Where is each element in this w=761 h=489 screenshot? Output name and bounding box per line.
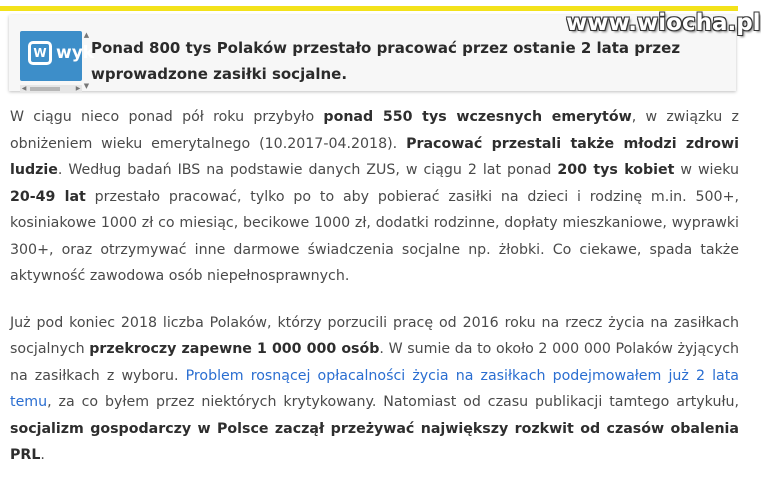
- text: W ciągu nieco ponad pół roku przybyło: [10, 109, 324, 125]
- bold-text: przekroczy zapewne 1 000 000 osób: [89, 341, 380, 357]
- bold-text: Pracować przestali także młodzi zdrowi ludzie: [10, 135, 740, 178]
- text: . Według badań IBS na podstawie danych ZUS, w ciągu 2 lat ponad: [57, 162, 558, 178]
- thumbnail-text: wyk: [56, 43, 95, 63]
- scroll-left-icon[interactable]: ◀: [21, 85, 27, 92]
- text: , w związku z obniżeniem wieku emerytalnego (10.2017-04.2018).: [10, 109, 739, 152]
- headline-line-2: wprowadzone zasiłki socjalne.: [91, 65, 348, 83]
- watermark: www.wiocha.pl: [566, 10, 761, 36]
- paragraph-1: [10, 104, 739, 290]
- text: w wieku: [674, 162, 739, 178]
- bold-text: 200 tys kobiet: [557, 162, 675, 178]
- site-logo-icon: W: [28, 41, 52, 65]
- scroll-down-icon[interactable]: ▼: [83, 82, 90, 90]
- text: przestało pracować, tylko po to aby pobierać zasiłki na dzieci i rodzinę m.in. 500+, kosiniakowe 1000 zł co miesiąc, becikowe 1000 zł, dodatki rodzinne, dopłaty mieszkaniowe, wyprawki 300+, oraz otrzymywać inne darmowe świadczenia socjalne np. żłobki. Co ciekawe, spada także aktywność zawodowa osób niepełnosprawnych.: [10, 188, 739, 284]
- bold-text: ponad 550 tys wczesnych emerytów: [323, 109, 632, 125]
- paragraph-2: [10, 310, 739, 469]
- text: , za co byłem przez niektórych krytykowany. Natomiast od czasu publikacji tamtego artykułu,: [47, 394, 739, 410]
- scroll-up-icon[interactable]: ▲: [83, 31, 90, 39]
- scroll-right-icon[interactable]: ▶: [75, 85, 81, 92]
- headline-line-1: Ponad 800 tys Polaków przestało pracować przez ostanie 2 lata przez: [91, 39, 681, 57]
- article-thumbnail[interactable]: [20, 31, 95, 81]
- text: Już pod koniec 2018 liczba Polaków, którzy porzucili pracę od 2016 roku na rzecz życia na zasiłkach socjalnych: [10, 314, 739, 357]
- text: . W sumie da to około 2 000 000 Polaków żyjących na zasiłkach z wyboru.: [10, 341, 740, 384]
- article-headline[interactable]: [91, 35, 691, 87]
- article-link[interactable]: Problem rosnącej opłacalności życia na zasiłkach podejmowałem już 2 lata temu: [10, 367, 739, 410]
- horizontal-scrollbar[interactable]: [20, 85, 82, 93]
- bold-text: 20-49 lat: [10, 188, 86, 205]
- article-body: [10, 104, 739, 489]
- bold-text: socjalizm gospodarczy w Polsce zaczął przeżywać największy rozkwit od czasów obalenia PRL: [10, 420, 739, 463]
- scrollbar-thumb[interactable]: [30, 87, 60, 91]
- text: .: [40, 447, 45, 463]
